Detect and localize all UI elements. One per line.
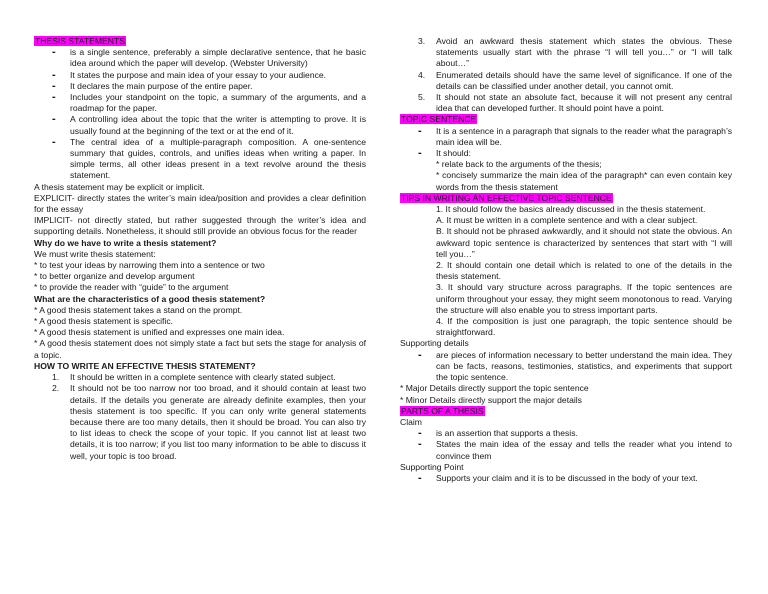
sub-item: * relate back to the arguments of the thesis; (436, 159, 602, 170)
question-heading: Why do we have to write a thesis statement? (34, 237, 217, 248)
heading-tips: TIPS IN WRITING AN EFFECTIVE TOPIC SENTENCE (401, 192, 612, 203)
tip-item: B. It should not be phrased awkwardly, and it should not state the obvious. An awkward topic sentence is characterized by sentences that start with “I will tell you…” (436, 226, 732, 259)
paragraph: We must write thesis statement: (34, 248, 156, 259)
list-item: * to provide the reader with “guide” to the argument (34, 282, 229, 293)
list-item: - It should: (400, 148, 732, 159)
list-item: - It declares the main purpose of the entire paper. (34, 81, 366, 92)
paragraph: IMPLICIT- not directly stated, but rather suggested through the writer’s idea and supporting details. Nonetheless, it should still provide an obvious focus for the reader (34, 215, 366, 237)
tip-item: 4. If the composition is just one paragraph, the topic sentence should be straightforward. (436, 316, 732, 338)
question-heading: What are the characteristics of a good thesis statement? (34, 293, 266, 304)
list-item: - The central idea of a multiple-paragraph composition. A one-sentence summary that guides, controls, and unifies ideas when writing a paper. In simple terms, all other ideas present in a text revolve around the thesis statement. (34, 137, 366, 182)
list-item: * Minor Details directly support the major details (400, 394, 582, 405)
paragraph: EXPLICIT- directly states the writer’s main idea/position and provides a clear definition for the essay (34, 192, 366, 215)
list-item: * A good thesis statement is specific. (34, 316, 174, 327)
list-item: - It states the purpose and main idea of your essay to your audience. (34, 70, 366, 81)
list-item: * A good thesis statement takes a stand on the prompt. (34, 304, 243, 315)
list-item: - It is a sentence in a paragraph that signals to the reader what the paragraph’s main idea will be. (400, 126, 732, 148)
list-item: * A good thesis statement does not simply state a fact but sets the stage for analysis of a topic. (34, 338, 366, 360)
list-item: - Includes your standpoint on the topic, a summary of the arguments, and a roadmap for the paper. (34, 92, 366, 114)
heading-parts-of-thesis: PARTS OF A THESIS (401, 405, 484, 416)
list-item: - is a single sentence, preferably a simple declarative sentence, that he basic idea around which the paper will develop. (Webster University) (34, 47, 366, 69)
supporting-point-label: Supporting Point (400, 461, 464, 472)
heading-thesis-statements: THESIS STATEMENTS (35, 36, 125, 46)
list-item: - States the main idea of the essay and tells the reader what you intend to convince them (400, 439, 732, 461)
list-item: - Supports your claim and it is to be discussed in the body of your text. (400, 473, 732, 484)
list-item: - are pieces of information necessary to better understand the main idea. They can be facts, reasons, testimonies, statistics, and experiments that support the topic sentence. (400, 350, 732, 384)
list-item: * to better organize and develop argument (34, 271, 195, 282)
numbered-item: 5. It should not state an absolute fact, because it will not present any central idea that can developed further. It should point have a point. (418, 92, 732, 114)
sub-item: * concisely summarize the main idea of the paragraph* can even contain key words from the thesis statement (436, 170, 732, 192)
paragraph: A thesis statement may be explicit or implicit. (34, 181, 205, 192)
left-column (34, 36, 366, 462)
heading-topic-sentence: TOPIC SENTENCE (401, 114, 477, 125)
right-column (400, 36, 732, 484)
tip-item: 2. It should contain one detail which is related to one of the details in the thesis statement. (436, 260, 732, 282)
list-item: * to test your ideas by narrowing them into a sentence or two (34, 260, 265, 271)
numbered-item: 3. Avoid an awkward thesis statement which states the obvious. These statements usually start with the phrase “I will tell you…” or “I will talk about…” (418, 36, 732, 69)
heading-how-to-write: HOW TO WRITE AN EFFECTIVE THESIS STATEMENT? (34, 360, 256, 371)
numbered-item: 4. Enumerated details should have the same level of significance. If one of the details can be classified under another detail, you cannot omit. (418, 69, 732, 91)
list-item: * Major Details directly support the topic sentence (400, 383, 589, 394)
supporting-details-label: Supporting details (400, 338, 469, 349)
list-item: - is an assertion that supports a thesis. (400, 428, 732, 439)
tip-item: 3. It should vary structure across paragraphs. If the topic sentences are uniform throughout your essay, they might seem monotonous to read. Varying the structure will also enable you to stress important parts. (436, 282, 732, 315)
tip-item: 1. It should follow the basics already discussed in the thesis statement. (436, 204, 706, 215)
claim-label: Claim (400, 416, 422, 427)
list-item: - A controlling idea about the topic that the writer is attempting to prove. It is usually found at the beginning of the text or at the end of it. (34, 114, 366, 136)
list-item: * A good thesis statement is unified and expresses one main idea. (34, 327, 285, 338)
numbered-item: 1. It should be written in a complete sentence with clearly stated subject. (52, 372, 336, 383)
numbered-item: 2. It should not be too narrow nor too broad, and it should contain at least two details. If the details you generate are already definite examples, then your thesis statement is too specific. If you can only write general statements because there are too many details, then it should be broad. You can also try to list ideas to check the scope of your topic. If you cannot list at least two details, it is too narrow; if you list too many information to be able to discuss it well, your topic is too broad. (52, 383, 366, 461)
tip-item: A. It must be written in a complete sentence and with a clear subject. (436, 215, 698, 226)
